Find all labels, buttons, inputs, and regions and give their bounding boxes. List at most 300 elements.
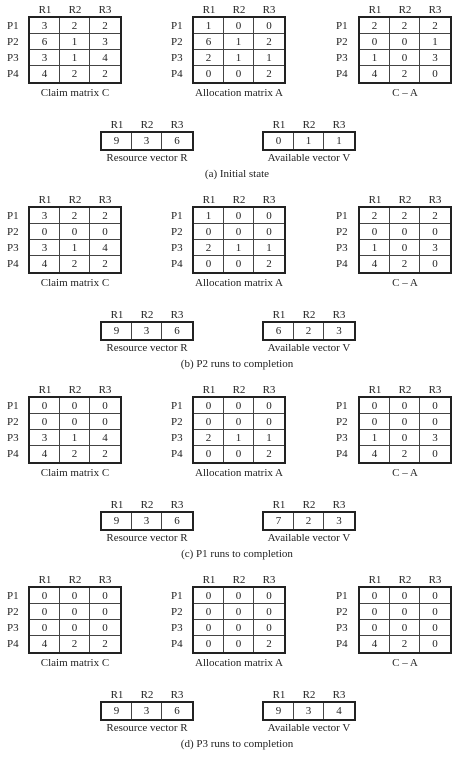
claim-matrix-cell: 3 (30, 208, 60, 224)
allocation-col-header: R2 (232, 574, 246, 586)
resource-col-header: R3 (170, 119, 184, 131)
allocation-matrix-cell: 0 (194, 620, 224, 636)
allocation-row-label: P3 (171, 622, 183, 634)
claim-matrix-cell: 0 (60, 604, 90, 620)
claim-row-label: P2 (7, 36, 19, 48)
claim-caption: Claim matrix C (40, 467, 110, 479)
allocation-col-header: R3 (262, 574, 276, 586)
allocation-matrix-cell: 2 (194, 240, 224, 256)
claim-col-header: R3 (98, 194, 112, 206)
allocation-matrix-cell: 0 (224, 256, 254, 272)
resource-vector-cell: 6 (174, 135, 180, 147)
need-matrix-cell: 2 (420, 18, 450, 34)
need-row-label: P1 (336, 590, 348, 602)
need-matrix-cell: 0 (360, 588, 390, 604)
allocation-matrix-cell: 0 (254, 398, 284, 414)
allocation-col-header: R2 (232, 384, 246, 396)
allocation-matrix-cell: 0 (194, 414, 224, 430)
need-matrix-cell: 2 (390, 636, 420, 652)
available-col-header: R1 (272, 499, 286, 511)
claim-matrix-cell: 0 (60, 398, 90, 414)
allocation-matrix (192, 396, 286, 464)
need-matrix-cell: 0 (420, 414, 450, 430)
resource-col-header: R2 (140, 499, 154, 511)
need-matrix-cell: 2 (420, 208, 450, 224)
allocation-matrix-cell: 1 (254, 240, 284, 256)
claim-matrix-cell: 2 (102, 68, 108, 80)
claim-row-label: P4 (7, 258, 19, 270)
need-matrix-cell: 0 (420, 398, 450, 414)
claim-matrix-cell: 0 (90, 620, 120, 636)
need-matrix-cell: 4 (360, 256, 390, 272)
available-col-header: R2 (302, 119, 316, 131)
allocation-matrix (192, 16, 286, 84)
need-matrix-cell: 0 (390, 224, 420, 240)
available-vector (262, 701, 356, 721)
need-row-label: P3 (336, 622, 348, 634)
need-matrix (358, 206, 452, 274)
state-title: (c) P1 runs to completion (181, 548, 293, 560)
need-matrix-cell: 0 (432, 638, 438, 650)
resource-vector-cell: 3 (132, 323, 162, 339)
claim-row-label: P3 (7, 52, 19, 64)
resource-vector-cell: 6 (174, 325, 180, 337)
need-matrix-cell: 2 (360, 18, 390, 34)
allocation-matrix-cell: 2 (266, 258, 272, 270)
need-caption: C – A (392, 657, 418, 669)
allocation-matrix-cell: 0 (194, 398, 224, 414)
claim-matrix-cell: 2 (60, 256, 90, 272)
allocation-matrix-cell: 1 (224, 34, 254, 50)
need-row-label: P2 (336, 606, 348, 618)
need-col-header: R1 (368, 194, 382, 206)
need-matrix-cell: 0 (360, 414, 390, 430)
need-col-header: R2 (398, 384, 412, 396)
allocation-row-label: P4 (171, 258, 183, 270)
claim-col-header: R1 (38, 384, 52, 396)
resource-vector-cell: 3 (132, 133, 162, 149)
claim-col-header: R2 (68, 574, 82, 586)
claim-matrix-cell: 3 (30, 430, 60, 446)
claim-matrix-cell: 0 (90, 224, 120, 240)
claim-row-label: P3 (7, 622, 19, 634)
resource-vector-cell: 9 (102, 703, 132, 719)
claim-row-label: P1 (7, 590, 19, 602)
claim-col-header: R3 (98, 384, 112, 396)
need-row-label: P3 (336, 242, 348, 254)
need-matrix-cell: 1 (360, 240, 390, 256)
available-vector-cell: 3 (336, 325, 342, 337)
available-vector-cell: 7 (264, 513, 294, 529)
allocation-row-label: P3 (171, 242, 183, 254)
claim-row-label: P4 (7, 448, 19, 460)
claim-matrix-cell: 0 (60, 414, 90, 430)
claim-matrix-cell: 0 (30, 224, 60, 240)
allocation-matrix-cell: 0 (254, 620, 284, 636)
need-row-label: P4 (336, 638, 348, 650)
allocation-row-label: P3 (171, 432, 183, 444)
claim-matrix-cell: 2 (90, 18, 120, 34)
need-row-label: P2 (336, 226, 348, 238)
claim-col-header: R2 (68, 194, 82, 206)
claim-matrix-cell: 2 (60, 446, 90, 462)
allocation-matrix-cell: 0 (194, 588, 224, 604)
claim-row-label: P1 (7, 400, 19, 412)
claim-col-header: R3 (98, 4, 112, 16)
need-matrix-cell: 3 (420, 50, 450, 66)
allocation-matrix-cell: 0 (194, 224, 224, 240)
claim-matrix-cell: 0 (30, 414, 60, 430)
claim-matrix-cell: 2 (60, 66, 90, 82)
need-matrix-cell: 0 (390, 50, 420, 66)
resource-vector-cell: 3 (132, 703, 162, 719)
allocation-matrix-cell: 6 (194, 34, 224, 50)
allocation-row-label: P1 (171, 400, 183, 412)
claim-matrix-cell: 0 (30, 620, 60, 636)
allocation-matrix-cell: 2 (266, 638, 272, 650)
allocation-matrix-cell: 0 (194, 446, 224, 462)
allocation-matrix-cell: 0 (224, 620, 254, 636)
need-matrix-cell: 0 (360, 604, 390, 620)
need-matrix-cell: 0 (360, 224, 390, 240)
claim-caption: Claim matrix C (40, 657, 110, 669)
need-matrix-cell: 1 (360, 50, 390, 66)
allocation-row-label: P2 (171, 36, 183, 48)
allocation-matrix-cell: 2 (254, 34, 284, 50)
claim-matrix-cell: 4 (90, 240, 120, 256)
claim-row-label: P1 (7, 20, 19, 32)
claim-matrix-cell: 0 (30, 588, 60, 604)
claim-caption: Claim matrix C (40, 277, 110, 289)
need-col-header: R2 (398, 194, 412, 206)
resource-col-header: R3 (170, 309, 184, 321)
allocation-matrix-cell: 0 (224, 588, 254, 604)
allocation-row-label: P4 (171, 68, 183, 80)
available-vector (262, 511, 356, 531)
resource-col-header: R2 (140, 119, 154, 131)
claim-matrix-cell: 2 (60, 636, 90, 652)
available-vector-cell: 6 (264, 323, 294, 339)
allocation-matrix-cell: 1 (224, 240, 254, 256)
claim-matrix-cell: 0 (90, 414, 120, 430)
allocation-col-header: R1 (202, 384, 216, 396)
allocation-matrix-cell: 0 (254, 224, 284, 240)
allocation-matrix-cell: 2 (266, 448, 272, 460)
need-row-label: P4 (336, 448, 348, 460)
allocation-caption: Allocation matrix A (195, 87, 283, 99)
claim-matrix-cell: 0 (60, 224, 90, 240)
available-caption: Available vector V (267, 342, 351, 354)
need-matrix-cell: 0 (390, 604, 420, 620)
allocation-matrix-cell: 1 (194, 18, 224, 34)
allocation-col-header: R1 (202, 4, 216, 16)
allocation-matrix-cell: 1 (254, 50, 284, 66)
resource-vector-cell: 6 (174, 705, 180, 717)
need-col-header: R2 (398, 4, 412, 16)
claim-matrix-cell: 0 (60, 588, 90, 604)
claim-row-label: P2 (7, 416, 19, 428)
allocation-caption: Allocation matrix A (195, 657, 283, 669)
allocation-matrix-cell: 0 (254, 18, 284, 34)
need-row-label: P4 (336, 68, 348, 80)
claim-matrix-cell: 0 (30, 398, 60, 414)
claim-row-label: P3 (7, 242, 19, 254)
allocation-matrix-cell: 0 (254, 414, 284, 430)
available-caption: Available vector V (267, 152, 351, 164)
resource-vector-cell: 6 (174, 515, 180, 527)
claim-col-header: R3 (98, 574, 112, 586)
allocation-col-header: R3 (262, 194, 276, 206)
allocation-matrix-cell: 2 (194, 430, 224, 446)
resource-vector (100, 701, 194, 721)
claim-row-label: P2 (7, 226, 19, 238)
state-title: (b) P2 runs to completion (180, 358, 294, 370)
need-row-label: P3 (336, 52, 348, 64)
resource-col-header: R3 (170, 689, 184, 701)
claim-matrix-cell: 0 (60, 620, 90, 636)
need-matrix-cell: 0 (390, 414, 420, 430)
available-col-header: R3 (332, 499, 346, 511)
need-matrix-cell: 1 (420, 34, 450, 50)
allocation-matrix-cell: 0 (224, 66, 254, 82)
claim-col-header: R1 (38, 4, 52, 16)
need-row-label: P1 (336, 210, 348, 222)
available-col-header: R1 (272, 309, 286, 321)
need-matrix-cell: 3 (420, 430, 450, 446)
resource-col-header: R2 (140, 309, 154, 321)
resource-caption: Resource vector R (106, 722, 188, 734)
resource-vector-cell: 9 (102, 323, 132, 339)
need-col-header: R1 (368, 4, 382, 16)
claim-matrix-cell: 4 (90, 50, 120, 66)
allocation-matrix-cell: 2 (194, 50, 224, 66)
allocation-row-label: P1 (171, 590, 183, 602)
resource-col-header: R2 (140, 689, 154, 701)
allocation-matrix-cell: 0 (224, 208, 254, 224)
allocation-matrix-cell: 0 (254, 588, 284, 604)
available-vector-cell: 3 (294, 703, 324, 719)
available-vector-cell: 4 (336, 705, 342, 717)
resource-col-header: R1 (110, 689, 124, 701)
need-matrix-cell: 4 (360, 446, 390, 462)
available-vector-cell: 3 (336, 515, 342, 527)
need-matrix-cell: 0 (390, 240, 420, 256)
need-matrix-cell: 4 (360, 636, 390, 652)
need-col-header: R1 (368, 574, 382, 586)
need-col-header: R3 (428, 4, 442, 16)
available-col-header: R2 (302, 309, 316, 321)
allocation-matrix-cell: 0 (224, 636, 254, 652)
claim-matrix (28, 586, 122, 654)
allocation-matrix-cell: 0 (254, 208, 284, 224)
claim-matrix-cell: 3 (90, 34, 120, 50)
resource-col-header: R1 (110, 309, 124, 321)
claim-matrix-cell: 0 (90, 398, 120, 414)
available-col-header: R2 (302, 689, 316, 701)
allocation-matrix-cell: 0 (224, 224, 254, 240)
claim-row-label: P1 (7, 210, 19, 222)
need-matrix-cell: 2 (390, 446, 420, 462)
allocation-row-label: P2 (171, 416, 183, 428)
claim-matrix-cell: 2 (90, 208, 120, 224)
allocation-row-label: P2 (171, 606, 183, 618)
available-col-header: R3 (332, 689, 346, 701)
allocation-matrix-cell: 0 (224, 398, 254, 414)
resource-vector-cell: 9 (102, 133, 132, 149)
resource-vector-cell: 9 (102, 513, 132, 529)
allocation-row-label: P2 (171, 226, 183, 238)
need-caption: C – A (392, 277, 418, 289)
need-matrix-cell: 0 (420, 224, 450, 240)
need-matrix (358, 586, 452, 654)
available-col-header: R3 (332, 119, 346, 131)
state-title: (a) Initial state (204, 168, 270, 180)
resource-caption: Resource vector R (106, 532, 188, 544)
need-matrix-cell: 0 (420, 620, 450, 636)
claim-matrix-cell: 4 (30, 446, 60, 462)
need-matrix (358, 396, 452, 464)
resource-vector (100, 511, 194, 531)
available-vector-cell: 1 (336, 135, 342, 147)
need-matrix-cell: 2 (390, 18, 420, 34)
allocation-matrix-cell: 0 (224, 18, 254, 34)
need-row-label: P2 (336, 36, 348, 48)
available-vector-cell: 2 (294, 323, 324, 339)
allocation-matrix-cell: 0 (224, 414, 254, 430)
resource-col-header: R1 (110, 499, 124, 511)
need-row-label: P1 (336, 20, 348, 32)
need-matrix-cell: 0 (390, 34, 420, 50)
allocation-matrix-cell: 0 (194, 604, 224, 620)
available-col-header: R1 (272, 689, 286, 701)
allocation-matrix (192, 586, 286, 654)
need-col-header: R2 (398, 574, 412, 586)
need-caption: C – A (392, 467, 418, 479)
allocation-col-header: R3 (262, 4, 276, 16)
need-matrix-cell: 0 (360, 398, 390, 414)
claim-matrix (28, 16, 122, 84)
claim-matrix-cell: 0 (90, 604, 120, 620)
allocation-caption: Allocation matrix A (195, 467, 283, 479)
available-vector (262, 131, 356, 151)
available-vector-cell: 9 (264, 703, 294, 719)
allocation-col-header: R1 (202, 574, 216, 586)
allocation-matrix-cell: 1 (194, 208, 224, 224)
claim-matrix-cell: 4 (90, 430, 120, 446)
allocation-row-label: P4 (171, 638, 183, 650)
resource-vector (100, 321, 194, 341)
allocation-matrix-cell: 0 (194, 66, 224, 82)
claim-matrix-cell: 6 (30, 34, 60, 50)
available-col-header: R2 (302, 499, 316, 511)
need-matrix-cell: 0 (432, 68, 438, 80)
need-matrix-cell: 0 (360, 620, 390, 636)
need-col-header: R3 (428, 384, 442, 396)
claim-matrix-cell: 2 (60, 208, 90, 224)
need-matrix-cell: 0 (390, 620, 420, 636)
need-matrix-cell: 2 (390, 256, 420, 272)
resource-col-header: R3 (170, 499, 184, 511)
claim-row-label: P2 (7, 606, 19, 618)
allocation-row-label: P1 (171, 210, 183, 222)
claim-matrix-cell: 3 (30, 240, 60, 256)
claim-col-header: R2 (68, 384, 82, 396)
available-vector-cell: 0 (264, 133, 294, 149)
claim-col-header: R2 (68, 4, 82, 16)
claim-matrix-cell: 1 (60, 430, 90, 446)
resource-vector-cell: 3 (132, 513, 162, 529)
claim-matrix-cell: 2 (102, 258, 108, 270)
allocation-row-label: P3 (171, 52, 183, 64)
claim-matrix-cell: 3 (30, 18, 60, 34)
allocation-caption: Allocation matrix A (195, 277, 283, 289)
resource-caption: Resource vector R (106, 342, 188, 354)
claim-matrix-cell: 2 (60, 18, 90, 34)
allocation-matrix-cell: 0 (224, 604, 254, 620)
allocation-row-label: P1 (171, 20, 183, 32)
need-row-label: P4 (336, 258, 348, 270)
available-caption: Available vector V (267, 722, 351, 734)
claim-caption: Claim matrix C (40, 87, 110, 99)
available-caption: Available vector V (267, 532, 351, 544)
available-col-header: R1 (272, 119, 286, 131)
need-matrix-cell: 0 (390, 430, 420, 446)
need-matrix-cell: 0 (420, 588, 450, 604)
allocation-matrix-cell: 0 (224, 446, 254, 462)
need-matrix-cell: 0 (432, 448, 438, 460)
claim-row-label: P4 (7, 638, 19, 650)
need-row-label: P2 (336, 416, 348, 428)
allocation-row-label: P4 (171, 448, 183, 460)
allocation-col-header: R2 (232, 194, 246, 206)
claim-matrix-cell: 1 (60, 50, 90, 66)
allocation-col-header: R1 (202, 194, 216, 206)
need-matrix-cell: 0 (390, 398, 420, 414)
claim-matrix-cell: 2 (102, 638, 108, 650)
claim-matrix-cell: 2 (102, 448, 108, 460)
allocation-col-header: R3 (262, 384, 276, 396)
claim-matrix-cell: 4 (30, 256, 60, 272)
need-matrix-cell: 2 (360, 208, 390, 224)
need-matrix-cell: 0 (360, 34, 390, 50)
need-matrix (358, 16, 452, 84)
need-col-header: R3 (428, 574, 442, 586)
allocation-matrix-cell: 1 (224, 430, 254, 446)
resource-caption: Resource vector R (106, 152, 188, 164)
need-col-header: R3 (428, 194, 442, 206)
need-matrix-cell: 0 (420, 604, 450, 620)
claim-col-header: R1 (38, 194, 52, 206)
allocation-matrix-cell: 0 (254, 604, 284, 620)
claim-matrix-cell: 4 (30, 66, 60, 82)
need-matrix-cell: 3 (420, 240, 450, 256)
allocation-matrix-cell: 0 (194, 636, 224, 652)
allocation-matrix-cell: 1 (224, 50, 254, 66)
need-matrix-cell: 2 (390, 208, 420, 224)
claim-matrix-cell: 0 (30, 604, 60, 620)
allocation-matrix-cell: 0 (194, 256, 224, 272)
available-col-header: R3 (332, 309, 346, 321)
claim-matrix-cell: 1 (60, 34, 90, 50)
claim-matrix-cell: 4 (30, 636, 60, 652)
need-matrix-cell: 4 (360, 66, 390, 82)
claim-col-header: R1 (38, 574, 52, 586)
claim-matrix-cell: 1 (60, 240, 90, 256)
need-col-header: R1 (368, 384, 382, 396)
resource-vector (100, 131, 194, 151)
claim-matrix (28, 206, 122, 274)
claim-row-label: P4 (7, 68, 19, 80)
